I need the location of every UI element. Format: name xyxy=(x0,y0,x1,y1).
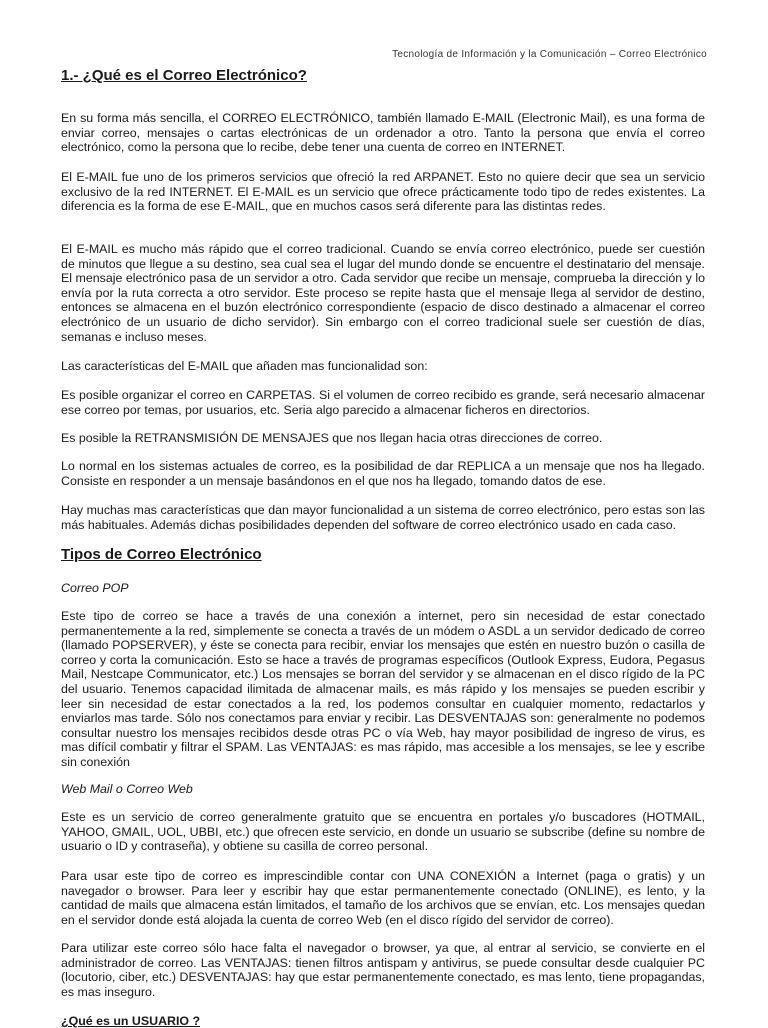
paragraph-webmail-intro: Este es un servicio de correo generalmente gratuito que se encuentra en portales y/o buscadores (HOTMAIL, YAHOO, GMAIL, UOL, UBBI, etc.) que ofrecen este servicio, en donde un usuario se subscribe (define su nombre de usuario o ID y contraseña), y obtiene su casilla de correo personal. xyxy=(61,810,705,854)
subheading-pop: Correo POP xyxy=(61,581,129,595)
section-heading-user: ¿Qué es un USUARIO ? xyxy=(61,1014,201,1028)
section-heading-email-types: Tipos de Correo Electrónico xyxy=(61,546,262,563)
subheading-webmail: Web Mail o Correo Web xyxy=(61,782,193,796)
paragraph-features-intro: Las características del E-MAIL que añaden mas funcionalidad son: xyxy=(61,359,428,373)
paragraph-pop: Este tipo de correo se hace a través de una conexión a internet, pero sin necesidad de estar conectado permanentemente a la red, simplemente se conecta a través de un módem o ASDL a un servidor dedicado de correo (llamado POPSERVER), y éste se conecta para recibir, enviar los mensajes que estén en nuestro buzón o casilla de correo y corta la comunicación. Esto se hace a través de programas específicos (Outlook Express, Eudora, Pegasus Mail, Nestcape Communicator, etc.) Los mensajes se borran del servidor y se almacenan en el disco rígido de la PC del usuario. Tenemos capacidad ilimitada de almacenar mails, es más rápido y los mensajes se pueden escribir y leer sin necesidad de estar conectados a la red, los podemos consultar en cualquier momento, redactarlos y enviarlos mas tarde. Sólo nos conectamos para enviar y recibir. Las DESVENTAJAS son: generalmente no podemos consultar nuestro los mensajes recibidos desde otras PC o vía Web, hay mayor posibilidad de ingreso de virus, es mas difícil combatir y filtrar el SPAM. Las VENTAJAS: es mas rápido, mas accesible a los mensajes, se lee y escribe sin conexión xyxy=(61,609,705,769)
paragraph-speed: El E-MAIL es mucho más rápido que el correo tradicional. Cuando se envía correo electrónico, puede ser cuestión de minutos que llegue a su destino, sea cual sea el lugar del mundo donde se encuentre el destinatario del mensaje. El mensaje electrónico pasa de un servidor a otro. Cada servidor que recibe un mensaje, comprueba la dirección y lo envía por la ruta correcta a otro servidor. Este proceso se repite hasta que el mensaje llega al servidor de destino, entonces se almacena en el buzón electrónico correspondiente (espacio de disco destinado a almacenar el correo electrónico de un usuario de dicho servidor). Sin embargo con el correo tradicional suele ser cuestión de días, semanas e incluso meses. xyxy=(61,242,705,344)
paragraph-more-features: Hay muchas mas características que dan mayor funcionalidad a un sistema de correo electrónico, pero estas son las más habituales. Además dichas posibilidades dependen del software de correo electrónico usado en cada caso. xyxy=(61,503,705,532)
paragraph-reply: Lo normal en los sistemas actuales de correo, es la posibilidad de dar REPLICA a un mensaje que nos ha llegado. Consiste en responder a un mensaje basándonos en el que nos ha llegado, tomando datos de ese. xyxy=(61,459,705,488)
paragraph-forwarding: Es posible la RETRANSMISIÓN DE MENSAJES que nos llegan hacia otras direcciones de correo. xyxy=(61,431,603,445)
paragraph-arpanet: El E-MAIL fue uno de los primeros servicios que ofreció la red ARPANET. Esto no quiere decir que sea un servicio exclusivo de la red INTERNET. El E-MAIL es un servicio que ofrece prácticamente todo tipo de redes existentes. La diferencia es la forma de ese E-MAIL, que en muchos casos será diferente para las distintas redes. xyxy=(61,170,705,214)
section-heading-what-is-email: 1.- ¿Qué es el Correo Electrónico? xyxy=(61,67,307,84)
paragraph-folders: Es posible organizar el correo en CARPETAS. Si el volumen de correo recibido es grande, será necesario almacenar ese correo por temas, por usuarios, etc. Seria algo parecido a almacenar ficheros en directorios. xyxy=(61,388,705,417)
paragraph-webmail-usage: Para usar este tipo de correo es imprescindible contar con UNA CONEXIÓN a Internet (paga o gratis) y un navegador o browser. Para leer y escribir hay que estar permanentemente conectado (ONLINE), es lento, y la cantidad de mails que almacena están limitados, el tamaño de los archivos que se envían, etc. Los mensajes quedan en el servidor donde está alojada la cuenta de correo Web (en el disco rígido del servidor de correo). xyxy=(61,869,706,927)
paragraph-definition: En su forma más sencilla, el CORREO ELECTRÓNICO, también llamado E-MAIL (Electronic Mail), es una forma de enviar correo, mensajes o cartas electrónicas de un ordenador a otro. Tanto la persona que envía el correo electrónico, como la persona que lo recibe, debe tener una cuenta de correo en INTERNET. xyxy=(61,111,705,155)
paragraph-webmail-pros-cons: Para utilizar este correo sólo hace falta el navegador o browser, ya que, al entrar al servicio, se convierte en el administrador de correo. Las VENTAJAS: tienen filtros antispam y antivirus, se puede consultar desde cualquier PC (locutorio, ciber, etc.) DESVENTAJAS: hay que estar permanentemente conectado, es mas lento, tiene propagandas, es mas inseguro. xyxy=(61,941,705,999)
running-header: Tecnología de Información y la Comunicación – Correo Electrónico xyxy=(392,49,707,60)
